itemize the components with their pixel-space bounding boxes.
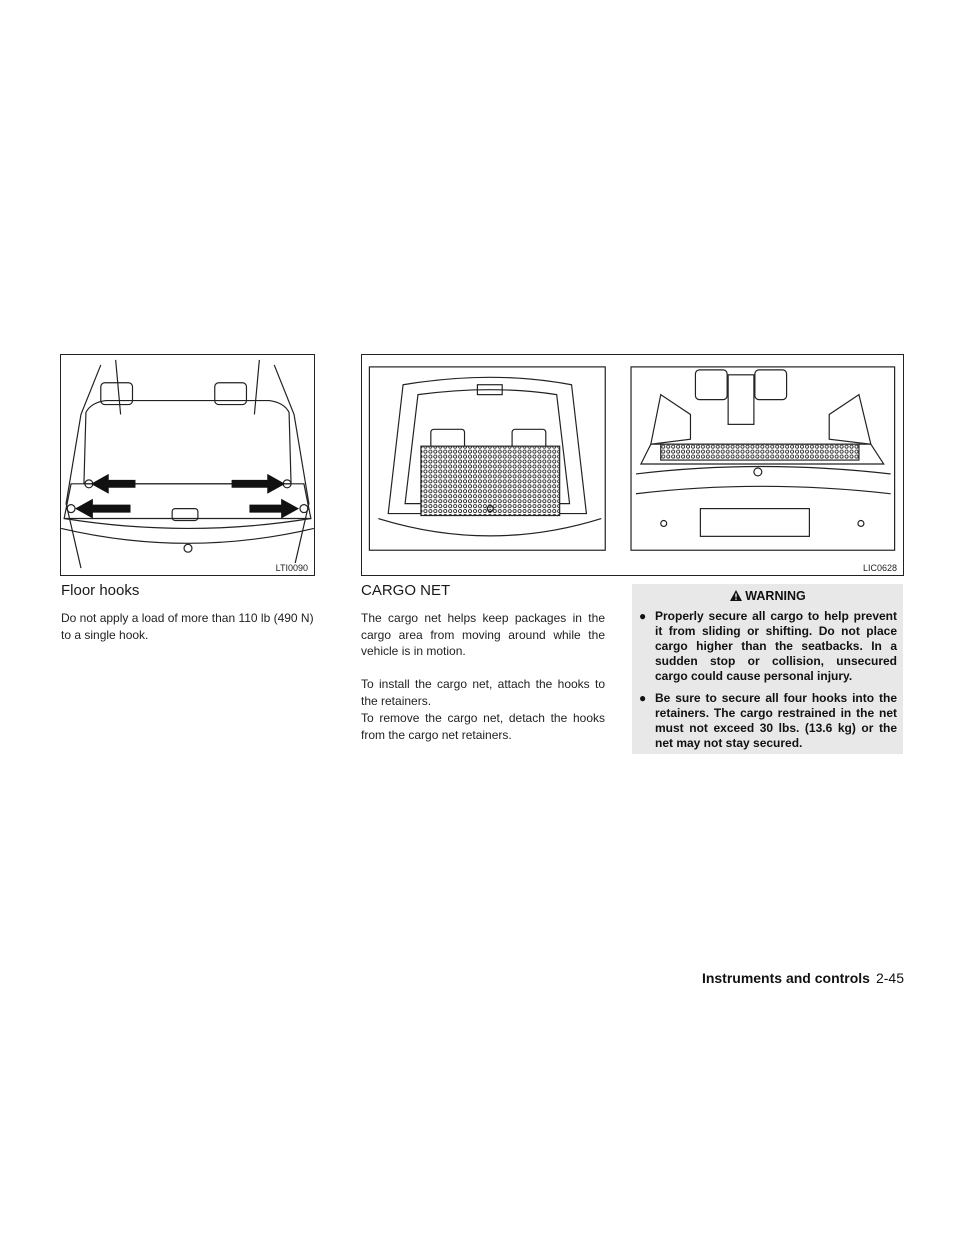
cargo-net-rear-view <box>369 367 605 550</box>
arrow-right-upper-icon <box>232 474 286 494</box>
warning-item-text: Properly secure all cargo to help prevent it from sliding or shifting. Do not place cargo higher than the seatbacks. In a sudden stop or collision, unsecured cargo could cause personal injury. <box>655 609 897 683</box>
arrow-left-lower-icon <box>75 499 130 519</box>
cargo-net-paragraph: The cargo net helps keep packages in the cargo area from moving around while the vehicle is in motion. <box>361 611 605 658</box>
warning-title-text: WARNING <box>745 589 806 603</box>
warning-box <box>632 584 903 754</box>
floor-hooks-illustration <box>60 354 315 576</box>
cargo-net-floor-view <box>631 367 895 550</box>
floor-hooks-text: Do not apply a load of more than 110 lb (490 N) to a single hook. <box>61 611 314 642</box>
page-footer <box>702 970 904 986</box>
arrow-left-upper-icon <box>91 474 136 494</box>
cargo-net-illustration <box>361 354 904 576</box>
figure-code: LIC0628 <box>862 563 897 573</box>
bullet-icon: ● <box>639 691 647 705</box>
warning-item <box>632 609 903 684</box>
cargo-net-paragraph: To remove the cargo net, detach the hooks from the cargo net retainers. <box>361 711 605 742</box>
page-number: 2-45 <box>875 970 904 986</box>
warning-item-text: Be sure to secure all four hooks into the retainers. The cargo restrained in the net must not exceed 30 lbs. (13.6 kg) or the net may not stay secured. <box>655 691 897 750</box>
cargo-floor-drawing <box>61 355 314 575</box>
figure-code: LTI0090 <box>275 563 308 573</box>
cargo-net-paragraph: To install the cargo net, attach the hooks to the retainers. <box>361 677 605 708</box>
arrow-right-lower-icon <box>249 499 299 519</box>
cargo-net-heading: CARGO NET <box>361 582 451 599</box>
floor-hooks-heading: Floor hooks <box>61 582 140 599</box>
cargo-net-drawing <box>362 355 903 575</box>
hook-arrows <box>75 474 299 519</box>
warning-item <box>632 691 903 751</box>
warning-triangle-icon <box>729 589 743 605</box>
warning-title <box>632 584 903 609</box>
bullet-icon: ● <box>639 609 647 623</box>
footer-section-title: Instruments and controls <box>701 970 870 986</box>
